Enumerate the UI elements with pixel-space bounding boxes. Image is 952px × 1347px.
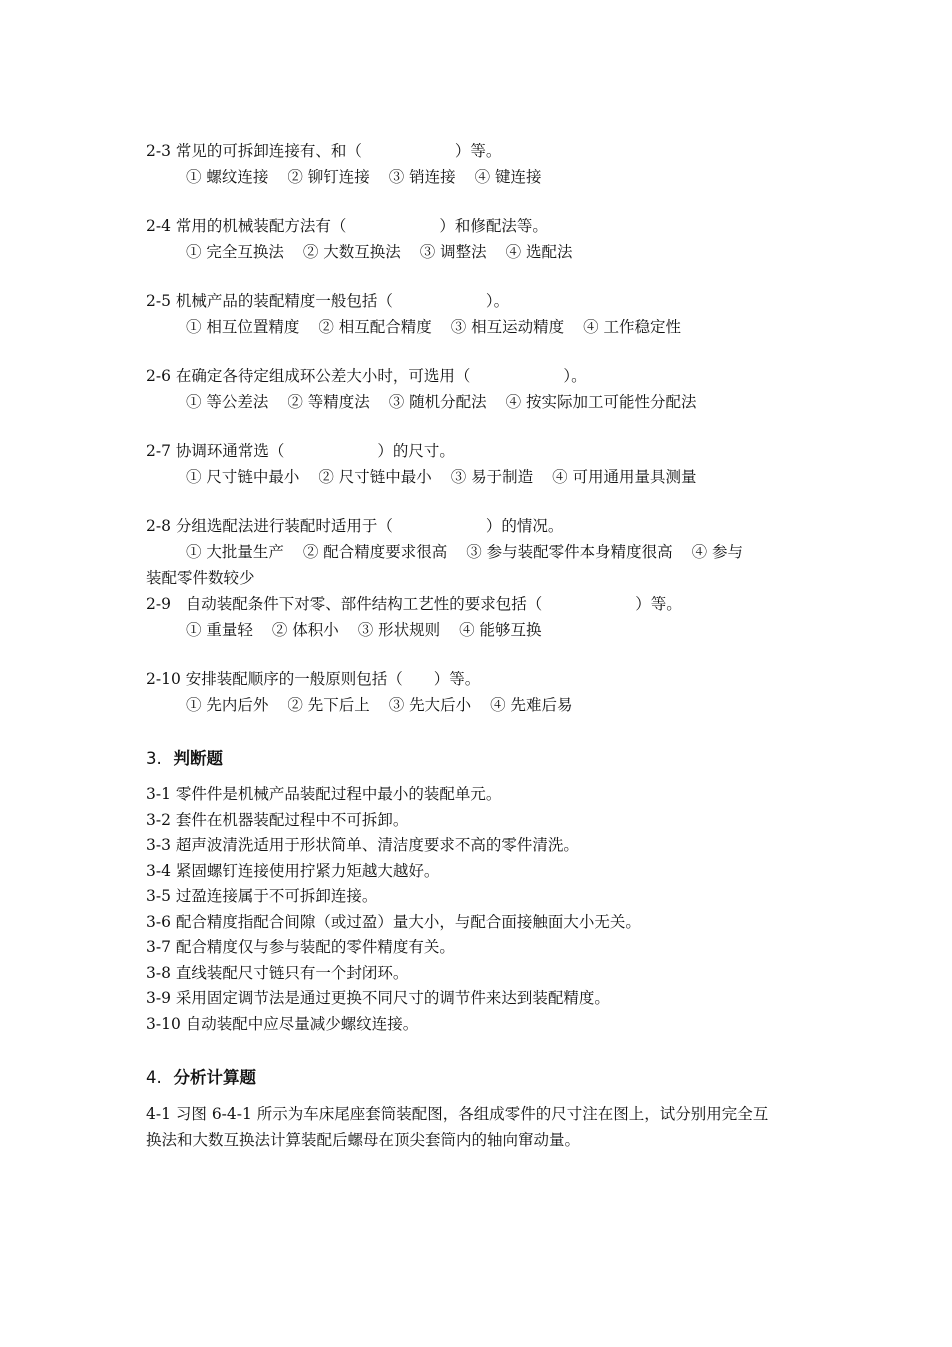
- question-2-7: [146, 438, 816, 490]
- question-options: [146, 389, 816, 415]
- option-3: ③ 参与装配零件本身精度很高: [466, 543, 673, 561]
- option-2: ② 先下后上: [287, 696, 370, 714]
- question-stem: [146, 666, 816, 692]
- question-2-9: [146, 591, 816, 643]
- section-title: 分析计算题: [173, 1068, 256, 1087]
- option-1: ① 等公差法: [186, 393, 269, 411]
- question-options: [146, 692, 816, 718]
- option-4: ④ 键连接: [474, 168, 542, 186]
- option-3: ③ 形状规则: [357, 621, 441, 639]
- true-false-list: [146, 782, 816, 1037]
- question-2-5: [146, 288, 816, 340]
- calculation-question-4-1: [146, 1101, 816, 1153]
- question-text: 安排装配顺序的一般原则包括（ ）等。: [185, 670, 481, 688]
- question-text: 常见的可拆卸连接有、和（ ）等。: [175, 142, 502, 160]
- option-4: ④ 参与: [691, 543, 744, 561]
- question-2-6: [146, 363, 816, 415]
- option-3: ③ 销连接: [388, 168, 456, 186]
- question-options: [146, 617, 816, 643]
- option-3: ③ 先大后小: [388, 696, 472, 714]
- true-false-item: 3-4 紧固螺钉连接使用拧紧力矩越大越好。: [146, 861, 440, 880]
- question-stem: [146, 438, 816, 464]
- option-3: ③ 随机分配法: [388, 393, 487, 411]
- option-2: ② 大数互换法: [302, 243, 401, 261]
- question-text: 在确定各待定组成环公差大小时，可选用（ ）。: [175, 367, 587, 385]
- section-number: 4.: [146, 1068, 162, 1087]
- option-1: ① 尺寸链中最小: [186, 468, 300, 486]
- question-stem: [146, 213, 816, 239]
- option-4: ④ 工作稳定性: [583, 318, 682, 336]
- question-number: 2-6: [146, 367, 171, 385]
- option-4: ④ 能够互换: [459, 621, 542, 639]
- question-number: 2-8: [146, 517, 171, 535]
- question-number: 2-10: [146, 670, 181, 688]
- question-text-line-1: 4-1 习图 6-4-1 所示为车床尾座套筒装配图，各组成零件的尺寸注在图上，试分别用完全互: [146, 1105, 769, 1123]
- section-heading-true-false: [146, 746, 816, 772]
- question-text: 分组选配法进行装配时适用于（ ）的情况。: [175, 517, 564, 535]
- option-3: ③ 相互运动精度: [450, 318, 565, 336]
- question-2-8: [146, 513, 816, 591]
- question-options: [146, 239, 816, 265]
- question-number: 2-4: [146, 217, 171, 235]
- true-false-item: 3-1 零件件是机械产品装配过程中最小的装配单元。: [146, 785, 502, 803]
- section-number: 3.: [146, 749, 162, 768]
- question-text: 自动装配条件下对零、部件结构工艺性的要求包括（ ）等。: [185, 595, 682, 613]
- option-2: ② 配合精度要求很高: [302, 543, 448, 561]
- question-stem: [146, 363, 816, 389]
- question-text: 常用的机械装配方法有（ ）和修配法等。: [175, 217, 548, 235]
- document-page: [146, 138, 816, 1153]
- section-title: 判断题: [173, 749, 223, 768]
- option-1: ① 大批量生产: [186, 543, 284, 561]
- option-1: ① 完全互换法: [186, 243, 284, 261]
- true-false-item: 3-6 配合精度指配合间隙（或过盈）量大小，与配合面接触面大小无关。: [146, 912, 641, 931]
- question-options: [146, 314, 816, 340]
- question-options: [146, 164, 816, 190]
- option-continuation: 装配零件数较少: [146, 569, 255, 587]
- question-number: 2-9: [146, 595, 171, 613]
- question-stem: [146, 513, 816, 539]
- option-3: ③ 易于制造: [450, 468, 534, 486]
- option-1: ① 相互位置精度: [186, 318, 300, 336]
- question-text: 协调环通常选（ ）的尺寸。: [175, 442, 455, 460]
- true-false-item: 3-2 套件在机器装配过程中不可拆卸。: [146, 810, 409, 829]
- option-1: ① 先内后外: [186, 696, 269, 714]
- option-3: ③ 调整法: [419, 243, 487, 261]
- option-4: ④ 按实际加工可能性分配法: [505, 393, 697, 411]
- question-2-4: [146, 213, 816, 265]
- question-number: 2-7: [146, 442, 171, 460]
- option-4: ④ 选配法: [505, 243, 573, 261]
- true-false-item: 3-7 配合精度仅与参与装配的零件精度有关。: [146, 938, 455, 956]
- question-number: 2-3: [146, 142, 171, 160]
- question-stem: [146, 138, 816, 164]
- question-text-line-2: 换法和大数互换法计算装配后螺母在顶尖套筒内的轴向窜动量。: [146, 1131, 581, 1149]
- true-false-item: 3-9 采用固定调节法是通过更换不同尺寸的调节件来达到装配精度。: [146, 989, 610, 1007]
- question-number: 2-5: [146, 292, 171, 310]
- section-heading-calculation: [146, 1065, 816, 1091]
- option-2: ② 体积小: [271, 621, 339, 639]
- option-2: ② 铆钉连接: [287, 168, 370, 186]
- option-1: ① 螺纹连接: [186, 168, 269, 186]
- true-false-item: 3-10 自动装配中应尽量减少螺纹连接。: [146, 1014, 419, 1033]
- option-4: ④ 先难后易: [490, 696, 573, 714]
- question-options: [146, 464, 816, 490]
- option-1: ① 重量轻: [186, 621, 253, 639]
- true-false-item: 3-8 直线装配尺寸链只有一个封闭环。: [146, 963, 409, 982]
- option-2: ② 尺寸链中最小: [318, 468, 432, 486]
- option-2: ② 等精度法: [287, 393, 370, 411]
- question-2-10: [146, 666, 816, 718]
- option-4: ④ 可用通用量具测量: [552, 468, 697, 486]
- option-2: ② 相互配合精度: [318, 318, 432, 336]
- question-options: [146, 539, 816, 565]
- question-stem: [146, 288, 816, 314]
- question-2-3: [146, 138, 816, 190]
- question-text: 机械产品的装配精度一般包括（ ）。: [175, 292, 510, 310]
- true-false-item: 3-5 过盈连接属于不可拆卸连接。: [146, 887, 378, 905]
- question-stem: [146, 591, 816, 617]
- true-false-item: 3-3 超声波清洗适用于形状简单、清洁度要求不高的零件清洗。: [146, 836, 579, 854]
